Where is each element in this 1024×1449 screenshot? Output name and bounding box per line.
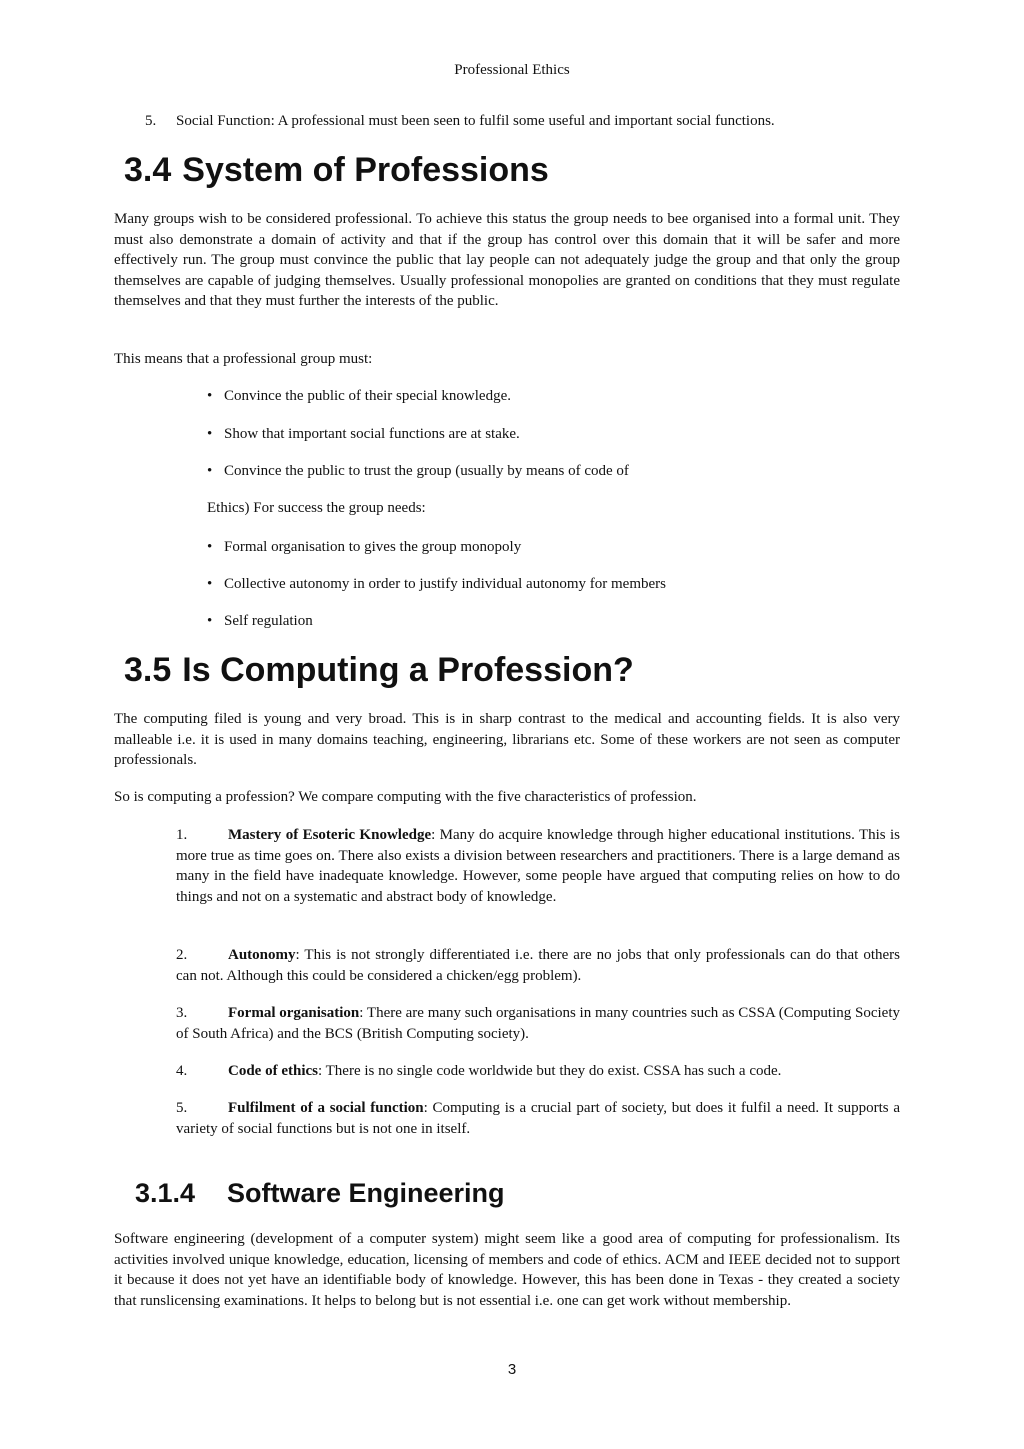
numbered-item <box>176 1098 900 1139</box>
bullet-item <box>207 612 313 631</box>
bullet-marker: • <box>207 463 213 479</box>
numbered-item <box>176 825 900 907</box>
item-term: Formal organisation <box>228 1005 360 1021</box>
item-number: 2. <box>176 947 188 963</box>
bullet-marker: • <box>207 613 213 629</box>
numbered-item <box>176 945 900 986</box>
item-number: 5. <box>176 1100 188 1116</box>
bullet-item <box>207 538 521 557</box>
item-text: : Computing is a crucial part of society, but does it fulfil a need. It supports a variety of social functions but is not one in itself. <box>176 1100 900 1137</box>
bullet-text: Formal organisation to gives the group monopoly <box>224 539 522 555</box>
item-number: 3. <box>176 1005 188 1021</box>
numbered-item <box>176 1061 900 1082</box>
bullet-marker: • <box>207 388 213 404</box>
item-number: 4. <box>176 1063 188 1079</box>
bullet-text: Convince the public of their special knowledge. <box>224 388 511 404</box>
bullet-marker: • <box>207 426 213 442</box>
section-title: Is Computing a Profession? <box>182 651 634 689</box>
item-text: : There is no single code worldwide but they do exist. CSSA has such a code. <box>318 1063 782 1079</box>
paragraph: The computing filed is young and very broad. This is in sharp contrast to the medical and accounting fields. It is also very malleable i.e. it is used in many domains teaching, engineering, librarians etc. Some of these workers are not seen as computer professionals. <box>114 711 900 768</box>
item-number: 1. <box>176 827 188 843</box>
section-number: 3.1.4 <box>135 1178 196 1208</box>
paragraph: Many groups wish to be considered professional. To achieve this status the group needs to bee organised into a formal unit. They must also demonstrate a domain of activity and that if the group has control over this domain that it will be safer and more effectively run. The group must convince the public that lay people can not adequately judge the group and that only the group themselves are capable of judging themselves. Usually professional monopolies are granted on conditions that they must regulate themselves and that they must further the interests of the public. <box>114 211 900 309</box>
section-number: 3.5 <box>124 651 172 689</box>
lead-sentence: This means that a professional group must: <box>114 351 373 367</box>
bullet-item <box>207 575 666 594</box>
section-title: System of Professions <box>182 151 549 189</box>
item-term: Fulfilment of a social function <box>228 1100 424 1116</box>
continuation-text: Ethics) For success the group needs: <box>207 500 426 516</box>
item-text: : This is not strongly differentiated i.e. there are no jobs that only professionals can do that others can not. Although this could be considered a chicken/egg problem). <box>176 947 900 984</box>
bullet-text: Collective autonomy in order to justify individual autonomy for members <box>224 576 667 592</box>
section-heading-3-5 <box>124 650 634 690</box>
item-term: Autonomy <box>228 947 296 963</box>
bullet-marker: • <box>207 576 213 592</box>
intro-list-item <box>145 112 775 131</box>
bullet-marker: • <box>207 539 213 555</box>
list-item-text: Social Function: A professional must been seen to fulfil some useful and important social functions. <box>176 113 775 129</box>
list-number: 5. <box>145 113 157 129</box>
item-term: Code of ethics <box>228 1063 318 1079</box>
numbered-item <box>176 1003 900 1044</box>
item-term: Mastery of Esoteric Knowledge <box>228 827 432 843</box>
page-number: 3 <box>507 1361 517 1378</box>
item-text: : There are many such organisations in many countries such as CSSA (Computing Society of South Africa) and the BCS (British Computing society). <box>176 1005 901 1042</box>
paragraph: Software engineering (development of a computer system) might seem like a good area of computing for professionalism. Its activities involved unique knowledge, education, licensing of members and code of ethics. ACM and IEEE decided not to support it because it does not yet have an identifiable body of knowledge. However, this has been done in Texas - they created a society that runslicensing examinations. It helps to belong but is not essential i.e. one can get work without membership. <box>114 1231 900 1309</box>
running-header: Professional Ethics <box>454 62 570 78</box>
bullet-item <box>207 425 520 444</box>
item-text: : Many do acquire knowledge through higher educational institutions. This is more true as time goes on. There also exists a division between researchers and practitioners. There is a large demand as many in the field have inadequate knowledge. However, some people have argued that computing relies on how to do things and not on a systematic and abstract body of knowledge. <box>176 827 901 905</box>
bullet-item <box>207 387 511 406</box>
bullet-item <box>207 462 629 481</box>
section-title: Software Engineering <box>227 1178 505 1208</box>
bullet-text: Show that important social functions are at stake. <box>224 426 520 442</box>
bullet-text: Convince the public to trust the group (usually by means of code of <box>224 463 629 479</box>
section-heading-3-1-4 <box>135 1177 505 1209</box>
question-sentence: So is computing a profession? We compare computing with the five characteristics of profession. <box>114 789 697 805</box>
section-number: 3.4 <box>124 151 172 189</box>
section-heading-3-4 <box>124 150 549 190</box>
bullet-text: Self regulation <box>224 613 313 629</box>
